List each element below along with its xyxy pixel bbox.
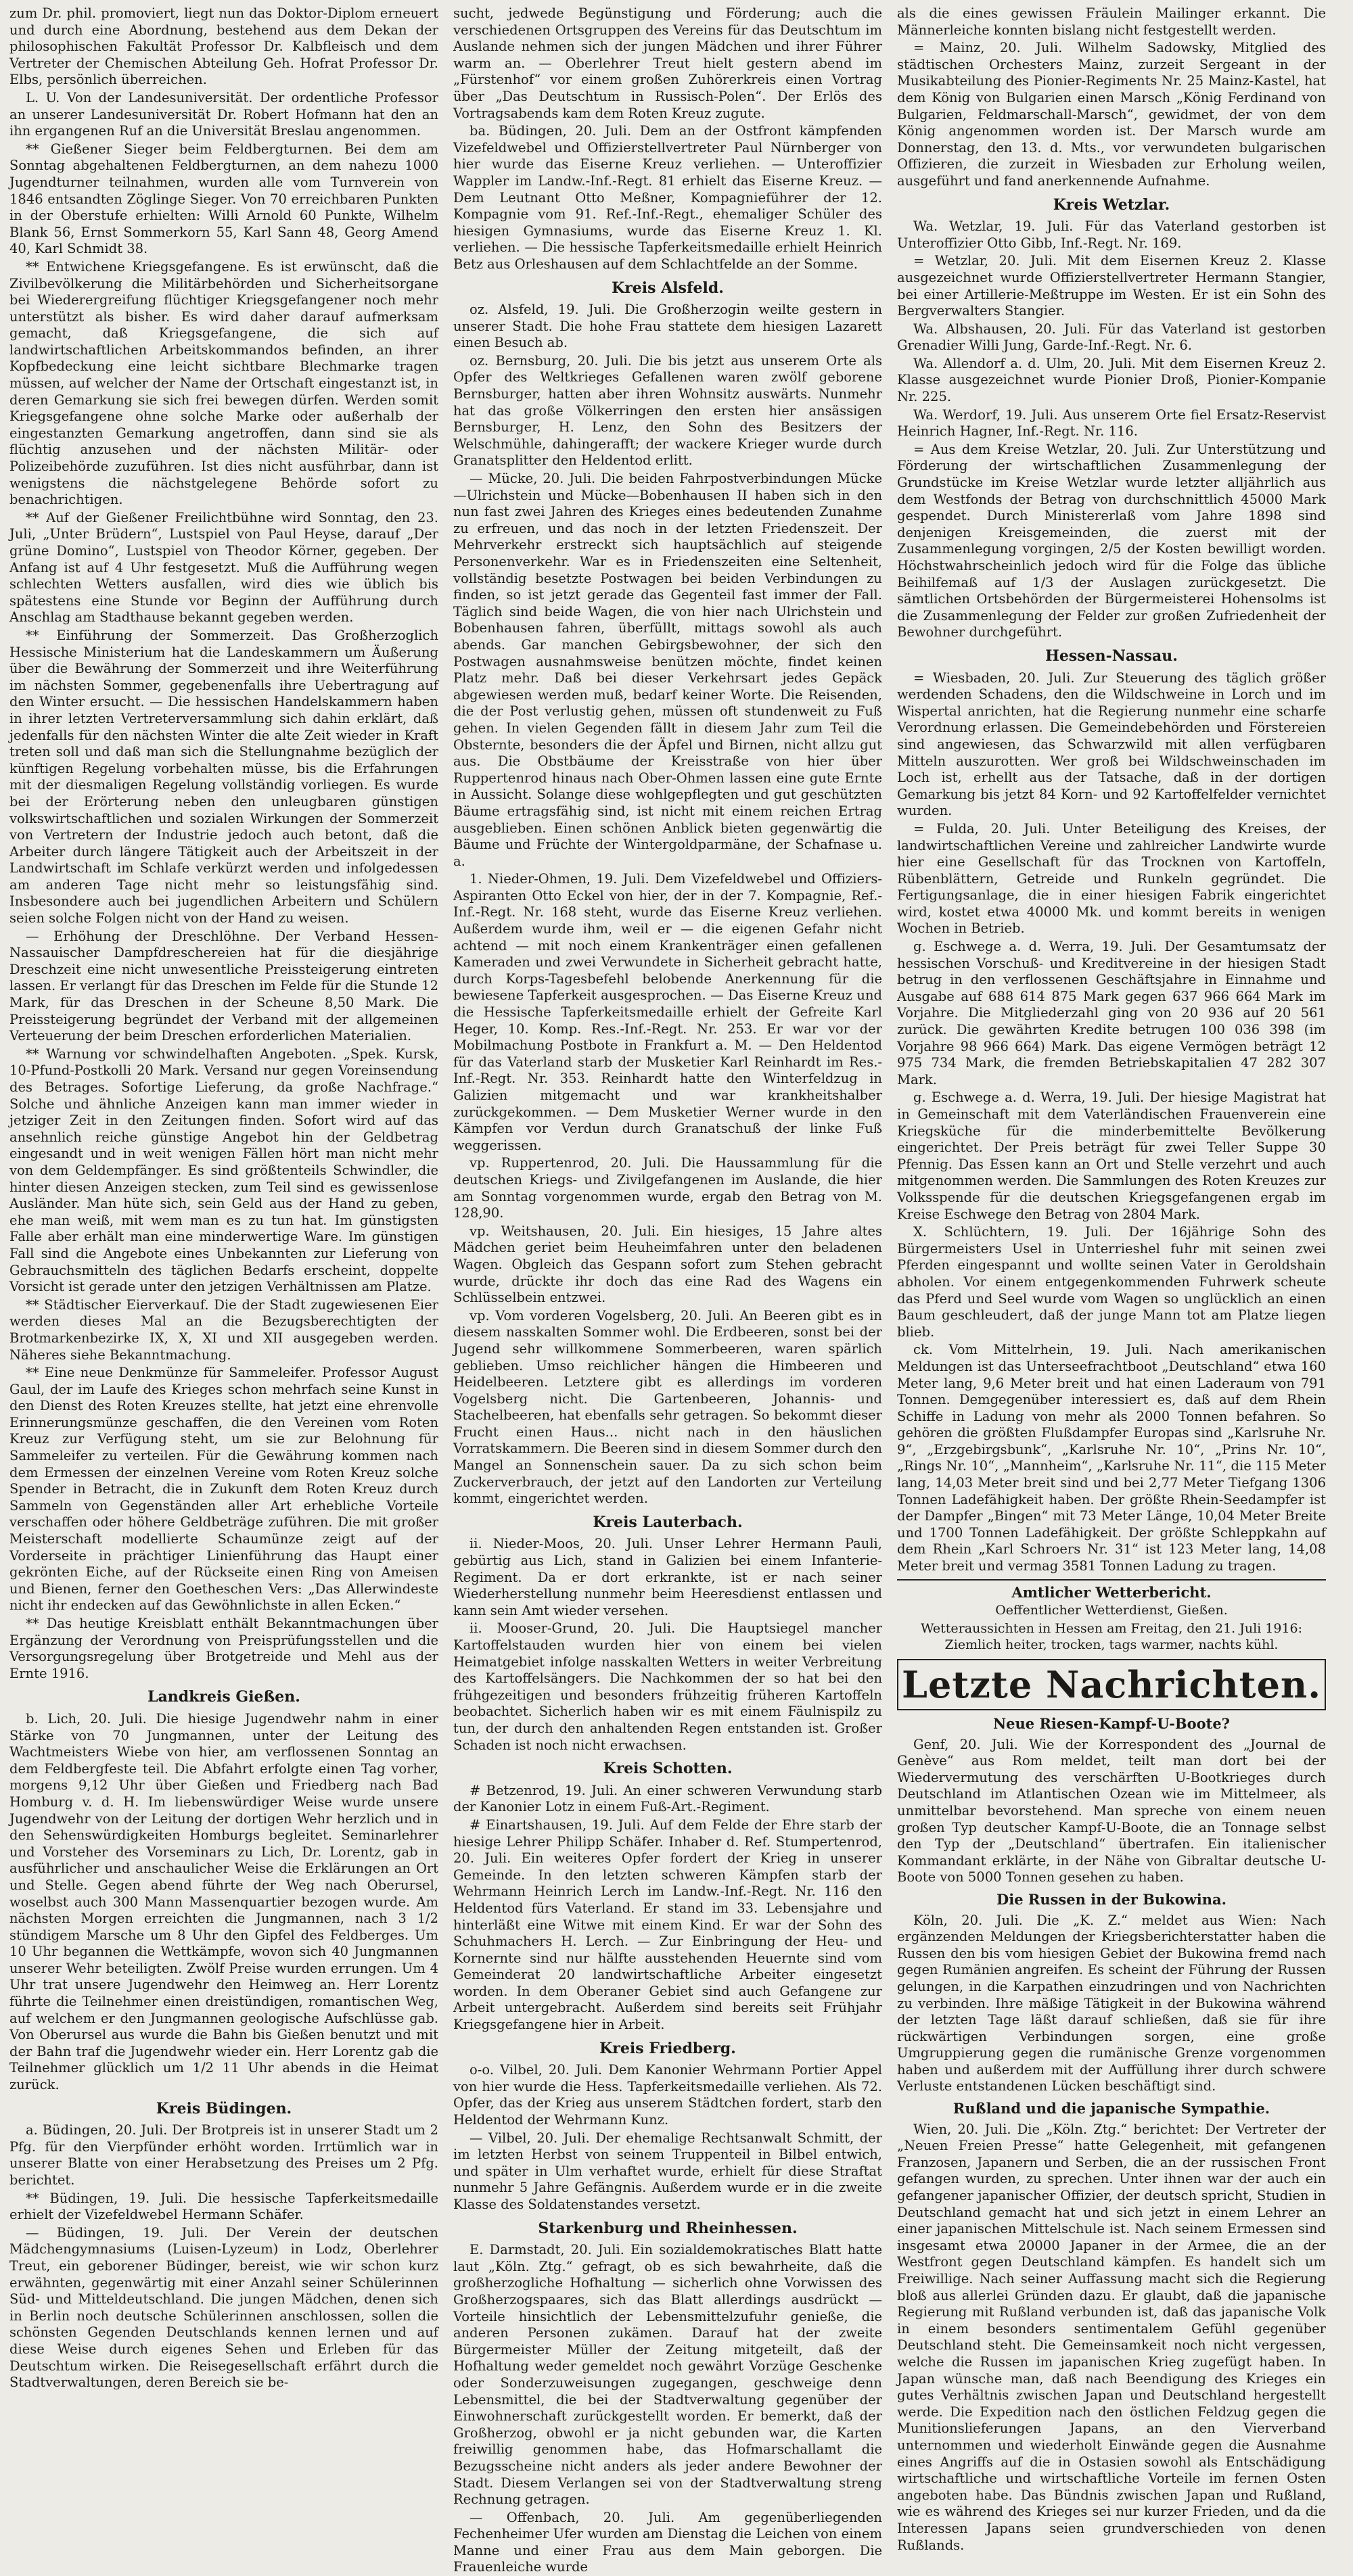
article-paragraph: = Wiesbaden, 20. Juli. Zur Steuerung des täglich größer werdenden Schadens, den die Wildschweine in Lorch und im Wispertal anrichten, hat die Regierung nunmehr eine scharfe Verordnung erlassen. Die Gemeindebehörden und Förstereien sind angewiesen, das Schwarzwild mit allen verfügbaren Mitteln auszurotten. Wer groß bei Wildschweinschaden im Loch ist, erhellt aus der Tatsache, daß in der dortigen Gemarkung bis jetzt 84 Korn- und 92 Kartoffelfelder vernichtet wurden. — [897, 670, 1326, 819]
article-paragraph: — Mücke, 20. Juli. Die beiden Fahrpostverbindungen Mücke—Ulrichstein und Mücke—Bobenhausen II haben sich in den nun fast zwei Jahren des Krieges eines bedeutenden Zunahme zu erfreuen, und das noch in der letzten Friedenszeit. Der Mehrverkehr erstreckt sich hauptsächlich auf steigende Personenverkehr. War es in Friedenszeiten eine Seltenheit, vollständig besetzte Postwagen bei beiden Verbindungen zu finden, so ist jetzt gerade das Gegenteil fast immer der Fall. Täglich sind beide Wagen, die von hier nach Ulrichstein und Bobenhausen fahren, überfüllt, mittags sowohl als auch abends. Gar manchen Gebirgsbewohner, der sich den Postwagen ausnahmsweise benützen möchte, findet keinen Platz mehr. Daß bei dieser Verkehrsart jedes Gepäck abgewiesen werden muß, bedarf keiner Worte. Die Reisenden, die der Post verlustig gehen, müssen oft stundenweit zu Fuß gehen. In vielen Gegenden fällt in diesem Jahr zum Teil die Obsternte, besonders die der Äpfel und Birnen, nicht allzu gut aus. Die Obstbäume der Kreisstraße von hier über Ruppertenrod hinaus nach Ober-Ohmen lassen eine gute Ernte in Aussicht. Solange diese wohlgepflegten und gut geschützten Bäume ertragsfähig sind, ist nicht mit einem reichen Ertrag ausgeblieben. Einen schönen Anblick bieten gegenwärtig die Bäume und Früchte der Wintergoldparmäne, der Schafnase u. a. — [453, 471, 882, 869]
section-heading: Hessen-Nassau. — [1045, 647, 1178, 665]
article-paragraph: oz. Bernsburg, 20. Juli. Die bis jetzt aus unserem Orte als Opfer des Weltkrieges Gefallenen waren zwölf geborene Bernsburger, hatten aber ihren Wohnsitz auswärts. Nunmehr hat das große Völkerringen den ersten hier ansässigen Bernsburger, H. Lenz, den Sohn des Besitzers der Welschmühle, dahingerafft; der wackere Krieger wurde durch Granatsplitter den Heldentod erlitt. — [453, 352, 882, 469]
article-paragraph: ** Das heutige Kreisblatt enthält Bekanntmachungen über Ergänzung der Verordnung von Preisprüfungsstellen und die Versorgungsregelung über Brotgetreide und Mehl aus der Ernte 1916. — [9, 1616, 438, 1681]
article-paragraph: = Mainz, 20. Juli. Wilhelm Sadowsky, Mitglied des städtischen Orchesters Mainz, zurzeit Sergeant in der Musikabteilung des Pionier-Regiments Nr. 25 Mainz-Kastel, hat dem König von Bulgarien einen Marsch „König Ferdinand von Bulgarien, Feldmarschall-Marsch“, gewidmet, der von dem König angenommen worden ist. Der Marsch wurde am Donnerstag, den 13. d. Mts., vor verwundeten bulgarischen Offizieren, die zurzeit in Wiesbaden zur Erholung weilen, ausgeführt und fand anerkennende Aufnahme. — [897, 40, 1326, 189]
article-paragraph: ba. Büdingen, 20. Juli. Dem an der Ostfront kämpfenden Vizefeldwebel und Offizierstellvertreter Paul Nürnberger von hier wurde das Eiserne Kreuz verliehen. — Unteroffizier Wappler im Landw.-Inf.-Regt. 81 erhielt das Eiserne Kreuz. — Dem Leutnant Otto Meßner, Kompagnieführer der 12. Kompagnie vom 91. Ref.-Inf.-Regt., ehemaliger Schüler des hiesigen Gymnasiums, wurde das Eiserne Kreuz 1. Kl. verliehen. — Die hessische Tapferkeitsmedaille erhielt Heinrich Betz aus Orleshausen auf dem Schlachtfelde an der Somme. — [453, 123, 882, 272]
section-heading: Kreis Alsfeld. — [612, 279, 724, 297]
article-paragraph: o-o. Vilbel, 20. Juli. Dem Kanonier Wehrmann Portier Appel von hier wurde die Hess. Tapferkeitsmedaille verliehen. Als 72. Opfer, das der Krieg aus unserem Städtchen fordert, starb den Heldentod der Wehrmann Kunz. — [453, 2062, 882, 2128]
latest-news-headline: Letzte Nachrichten. — [897, 1659, 1326, 1710]
article-paragraph: ii. Mooser-Grund, 20. Juli. Die Hauptsiegel mancher Kartoffelstauden wurden hier von einem bei vielen Heimatgebiet infolge nasskalten Wetters in weiter Verbreitung des Kartoffelsängers. Die Nachkommen der so hat bei den frühgezeitigen und besonders frühzeitig früheren Kartoffeln beobachtet. Sicherlich haben wir es mit einem Fäulnispilz zu tun, der durch den anhaltenden Regen entstanden ist. Großer Schaden ist noch nicht erwachsen. — [453, 1620, 882, 1753]
article-paragraph: als die eines gewissen Fräulein Mailinger erkannt. Die Männerleiche konnten bislang nicht festgestellt werden. — [897, 5, 1326, 38]
article-paragraph: ** Einführung der Sommerzeit. Das Großherzoglich Hessische Ministerium hat die Landeskammern um Äußerung über die Bewährung der Sommerzeit und ihre Weiterführung im nächsten Sommer, gegebenenfalls ihre Uebertragung auf den Winter ersucht. — Die hessischen Handelskammern haben in ihrer letzten Vertreterversammlung sich dahin erklärt, daß jedenfalls für den nächsten Winter die alte Zeit wieder in Kraft treten soll und daß man sich die Stellungnahme bezüglich der künftigen Regelung vorbehalten müsse, bis die Erfahrungen mit der diesmaligen Regelung vollständig vorliegen. Es wurde bei der Erörterung neben den unleugbaren günstigen volkswirtschaftlichen und sozialen Wirkungen der Sommerzeit von Vertretern der Industrie jedoch auch betont, daß die Arbeiter durch längere Tätigkeit auch der Arbeitszeit in der Landwirtschaft im Schlafe verkürzt werden und infolgedessen am anderen Tage nicht mehr so leistungsfähig sind. Insbesondere auch bei jugendlichen Arbeitern und Schülern seien solche Folgen nicht von der Hand zu weisen. — [9, 627, 438, 927]
article-paragraph: ** Auf der Gießener Freilichtbühne wird Sonntag, den 23. Juli, „Unter Brüdern“, Lustspiel von Paul Heyse, darauf „Der grüne Domino“, Lustspiel von Theodor Körner, gegeben. Der Anfang ist auf 4 Uhr festgesetzt. Muß die Aufführung wegen schlechten Wetters ausfallen, wird dies wie üblich bis spätestens eine Stunde vor Beginn der Aufführung durch Anschlag am Stadthause bekannt gegeben werden. — [9, 509, 438, 626]
article-paragraph: — Offenbach, 20. Juli. Am gegenüberliegenden Fechenheimer Ufer wurden am Dienstag die Leichen von einem Manne und einer Frau aus dem Main geborgen. Die Frauenleiche wurde — [453, 2509, 882, 2575]
column-2 — [453, 5, 882, 2575]
article-paragraph: # Betzenrod, 19. Juli. An einer schweren Verwundung starb der Kanonier Lotz in einem Fuß-Art.-Regiment. — [453, 1782, 882, 1815]
article-paragraph: oz. Alsfeld, 19. Juli. Die Großherzogin weilte gestern in unserer Stadt. Die hohe Frau stattete dem hiesigen Lazarett einen Besuch ab. — [453, 302, 882, 351]
weather-report — [897, 1579, 1326, 1654]
article-paragraph: vp. Vom vorderen Vogelsberg, 20. Juli. An Beeren gibt es in diesem nasskalten Sommer wohl. Die Erdbeeren, sonst bei der Jugend sehr willkommene Sommerbeeren, waren spärlich geblieben. Umso reichlicher hängen die Himbeeren und Heidelbeeren. Letztere gibt es allerdings im vorderen Vogelsberg nicht. Die Gartenbeeren, Johannis- und Stachelbeeren, hat ebenfalls sehr getragen. So bekommt dieser Frucht einen Haus... nicht nach in den häuslichen Vorratskammern. Die Beeren sind in diesem Sommer durch den Mangel an Sonnenschein sauer. Da zu sich schon beim Zuckerverbrauch, der jetzt auf den Landorten zur Verteilung kommt, eingerichtet werden. — [453, 1307, 882, 1507]
article-paragraph: L. U. Von der Landesuniversität. Der ordentliche Professor an unserer Landesuniversität Dr. Robert Hofmann hat den an ihn ergangenen Ruf an die Universität Breslau angenommen. — [9, 89, 438, 139]
article-paragraph: ck. Vom Mittelrhein, 19. Juli. Nach amerikanischen Meldungen ist das Unterseefrachtboot „Deutschland“ etwa 160 Meter lang, 9,6 Meter breit und hat einen Laderaum von 791 Tonnen. Demgegenüber interessiert es, daß auf dem Rhein Schiffe in Ladung von mehr als 2000 Tonnen befahren. So gehören die größten Flußdampfer Europas sind „Karlsruhe Nr. 9“, „Erzgebirgsbunk“, „Karlsruhe Nr. 10“, „Prins Nr. 10“, „Rings Nr. 10“, „Mannheim“, „Karlsruhe Nr. 11“, die 115 Meter lang, 14,03 Meter breit sind und bei 2,77 Meter Tiefgang 1306 Tonnen Ladefähigkeit haben. Der größte Rhein-Seedampfer ist der Dampfer „Bingen“ mit 73 Meter Länge, 10,04 Meter Breite und 1700 Tonnen Ladefähigkeit. Der größte Schleppkahn auf dem Rhein „Karl Schroers Nr. 31“ ist 123 Meter lang, 14,08 Meter breit und vermag 3581 Tonnen Ladung zu tragen. — [897, 1342, 1326, 1574]
section-heading: Kreis Lauterbach. — [593, 1513, 743, 1531]
divider — [897, 1579, 1326, 1580]
section-heading: Kreis Wetzlar. — [1053, 195, 1170, 214]
article-paragraph: Wa. Allendorf a. d. Ulm, 20. Juli. Mit dem Eisernen Kreuz 2. Klasse ausgezeichnet wurde Pionier Droß, Pionier-Kompanie Nr. 225. — [897, 355, 1326, 405]
article-paragraph: zum Dr. phil. promoviert, liegt nun das Doktor-Diplom erneuert und durch eine Abordnung, bestehend aus dem Dekan der philosophischen Fakultät Professor Dr. Kalbfleisch und dem Vertreter der Chemischen Abteilung Geh. Hofrat Professor Dr. Elbs, persönlich überreichen. — [9, 5, 438, 88]
article-paragraph: ii. Nieder-Moos, 20. Juli. Unser Lehrer Hermann Pauli, gebürtig aus Lich, stand in Galizien bei einem Infanterie-Regiment. Da er dort erkrankte, ist er nach seiner Wiederherstellung nunmehr beim Heeresdienst entlassen und kann sein Amt wieder versehen. — [453, 1536, 882, 1618]
article-paragraph: a. Büdingen, 20. Juli. Der Brotpreis ist in unserer Stadt um 2 Pfg. für den Vierpfünder erhöht worden. Irrtümlich war in unserer Blatte von einer Herabsetzung des Preises um 2 Pfg. berichtet. — [9, 2122, 438, 2188]
column-3 — [897, 5, 1326, 2553]
section-heading: Starkenburg und Rheinhessen. — [538, 2219, 798, 2237]
weather-text: Wetteraussichten in Hessen am Freitag, den 21. Juli 1916: Ziemlich heiter, trocken, tags warmer, nachts kühl. — [920, 1620, 1303, 1653]
article-paragraph: # Einartshausen, 19. Juli. Auf dem Felde der Ehre starb der hiesige Lehrer Philipp Schäfer. Inhaber d. Ref. Stumpertenrod, 20. Juli. Ein weiteres Opfer fordert der Krieg in unserer Gemeinde. In den letzten schweren Kämpfen starb der Wehrmann Heinrich Lerch im Landw.-Inf.-Regt. Nr. 116 den Heldentod fürs Vaterland. Er stand im 33. Lebensjahre und hinterläßt eine Witwe mit einem Kind. Er war der Sohn des Schuhmachers H. Lerch. — Zur Einbringung der Heu- und Kornernte sind nur hälfte ausstehenden Heuernte sind vom Gemeinderat 20 landwirtschaftliche Arbeiter eingesetzt worden. In dem Oberaner Gebiet sind auch Gefangene zur Arbeit untergebracht. Außerdem sind bereits seit Frühjahr Kriegsgefangene hier in Arbeit. — [453, 1817, 882, 2033]
article-paragraph: = Wetzlar, 20. Juli. Mit dem Eisernen Kreuz 2. Klasse ausgezeichnet wurde Offizierstellvertreter Hermann Stangier, bei einer Artillerie-Meßtruppe im Westen. Er ist ein Sohn des Bergverwalters Stangier. — [897, 253, 1326, 319]
article-paragraph: ** Entwichene Kriegsgefangene. Es ist erwünscht, daß die Zivilbevölkerung die Militärbehörden und Sicherheitsorgane bei Wiederergreifung flüchtiger Kriegsgefangener noch mehr unterstützt als bisher. Es wird daher darauf aufmerksam gemacht, daß Kriegsgefangene, die sich auf landwirtschaftlichen Arbeitskommandos befinden, an ihrer Kopfbedeckung eine leicht sichtbare Blechmarke tragen müssen, auf welcher der Name der Ortschaft eingestanzt ist, in deren Gemarkung sie sich frei bewegen dürfen. Werden somit Kriegsgefangene ohne solche Marke oder außerhalb der eingestanzten Gemarkung angetroffen, dann sind sie als flüchtig anzusehen und der nächsten Militär- oder Polizeibehörde zuzuführen. Ist dies nicht ausführbar, dann ist wenigstens die nächstgelegene Behörde sofort zu benachrichtigen. — [9, 258, 438, 508]
article-paragraph: ** Gießener Sieger beim Feldbergturnen. Bei dem am Sonntag abgehaltenen Feldbergturnen, an dem nahezu 1000 Jugendturner teilnahmen, wurden alle vom Turnverein von 1846 entsandten Zöglinge Sieger. Von 70 erreichbaren Punkten in der Oberstufe erhielten: Willi Arnold 60 Punkte, Wilhelm Blank 56, Ernst Sommerkorn 55, Karl Sann 48, Georg Amend 40, Karl Schmidt 38. — [9, 141, 438, 257]
news-subheading: Die Russen in der Bukowina. — [996, 1890, 1226, 1908]
article-paragraph: — Erhöhung der Dreschlöhne. Der Verband Hessen-Nassauischer Dampfdreschereien hat für die diesjährige Dreschzeit eine nicht unwesentliche Preissteigerung eintreten lassen. Er verlangt für das Dreschen im Felde für die Stunde 12 Mark, für das Dreschen in der Scheune 8,50 Mark. Die Preissteigerung begründet der Verband mit der allgemeinen Verteuerung der beim Dreschen erforderlichen Materialien. — [9, 928, 438, 1044]
columns — [9, 5, 1344, 2575]
article-paragraph: = Aus dem Kreise Wetzlar, 20. Juli. Zur Unterstützung und Förderung der wirtschaftlichen Zusammenlegung der Grundstücke im Kreise Wetzlar wurde letzter alljährlich aus dem Westfonds der Betrag von durchschnittlich 45000 Mark gespendet. Durch Ministererlaß vom Jahre 1898 sind denjenigen Kreisgemeinden, die zuerst mit der Zusammenlegung vorgingen, 2/5 der Kosten bewilligt worden. Höchstwahrscheinlich jedoch wird für die Folge das übliche Beihilfemaß auf 1/3 der Auslagen zurückgesetzt. Die sämtlichen Ortsbehörden der Bürgermeisterei Hohensolms ist die Zusammenlegung der Felder zur großen Zufriedenheit der Bewohner durchgeführt. — [897, 441, 1326, 640]
article-paragraph: 1. Nieder-Ohmen, 19. Juli. Dem Vizefeldwebel und Offiziers-Aspiranten Otto Eckel von hier, der in der 7. Kompagnie, Ref.-Inf.-Regt. Nr. 168 steht, wurde das Eiserne Kreuz verliehen. Außerdem wurde ihm, weil er — die eigenen Gefahr nicht achtend — mit noch einem Krankenträger einen gefallenen Kameraden und zwei Verwundete in Sicherheit gebracht hatte, durch Korps-Tagesbefehl belobende Anerkennung für die bewiesene Tapferkeit ausgesprochen. — Das Eiserne Kreuz und die Hessische Tapferkeitsmedaille erhielt der Gefreite Karl Heger, 10. Komp. Res.-Inf.-Regt. Nr. 253. Er war vor der Mobilmachung Postbote in Frankfurt a. M. — Den Heldentod für das Vaterland starb der Musketier Karl Reinhardt im Res.-Inf.-Regt. Nr. 353. Reinhardt hatte den Winterfeldzug in Galizien mitgemacht und war krankheitshalber zurückgekommen. — Dem Musketier Werner wurde in den Kämpfen vor Verdun durch Granatschuß der linke Fuß weggerissen. — [453, 871, 882, 1153]
article-paragraph: Genf, 20. Juli. Wie der Korrespondent des „Journal de Genève“ aus Rom meldet, teilt man dort bei der Wiedervermutung des verschärften U-Bootkrieges durch Deutschland im Atlantischen Ozean wie im Mittelmeer, als unmittelbar bevorstehend. Man spreche von einem neuen großen Typ deutscher Kampf-U-Boote, die an Tonnage selbst den Typ der „Deutschland“ übertrafen. Ein italienischer Kommandant erklärte, in der Nähe von Gibraltar deutsche U-Boote von 5000 Tonnen gesehen zu haben. — [897, 1736, 1326, 1886]
article-paragraph: vp. Ruppertenrod, 20. Juli. Die Haussammlung für die deutschen Kriegs- und Zivilgefangenen im Auslande, die hier am Sonntag vorgenommen wurde, ergab den Betrag von M. 128,90. — [453, 1155, 882, 1221]
article-paragraph: — Büdingen, 19. Juli. Der Verein der deutschen Mädchengymnasiums (Luisen-Lyzeum) in Lodz, Oberlehrer Treut, ein geborener Büdinger, bereist, wie wir schon kurz erwähnten, gegenwärtig mit einer Anzahl seiner Schülerinnen Süd- und Mitteldeutschland. Die jungen Mädchen, denen sich in Berlin noch deutsche Schülerinnen anschlossen, sollen die schönsten Gegenden Deutschlands kennen lernen und auf diese Weise durch eigenes Sehen und Erleben für das Deutschtum wirken. Die Reisegesellschaft erfährt durch die Stadtverwaltungen, deren Bereich sie be- — [9, 2224, 438, 2391]
section-heading: Kreis Büdingen. — [156, 2099, 292, 2117]
article-paragraph: Köln, 20. Juli. Die „K. Z.“ meldet aus Wien: Nach ergänzenden Meldungen der Kriegsberichterstatter haben die Russen den bis vom hiesigen Gebiet der Bukowina fremd nach gegen Rumänien angreifen. Es scheint der Führung der Russen gelungen, in die Karpathen einzudringen und von Nachrichten zu verbinden. Ihre mäßige Tätigkeit in der Bukowina während der letzten Tage läßt darauf schließen, daß sie für ihre rückwärtigen Verbindungen sorgen, eine große Umgruppierung gegen die rumänische Grenze vorgenommen haben und außerdem mit der Auffüllung ihrer durch schwere Verluste entstandenen Lücken beschäftigt sind. — [897, 1912, 1326, 2094]
article-paragraph: ** Städtischer Eierverkauf. Die der Stadt zugewiesenen Eier werden dieses Mal an die Bezugsberechtigten der Brotmarkenbezirke IX, X, XI und XII ausgegeben werden. Näheres siehe Bekanntmachung. — [9, 1296, 438, 1363]
column-1 — [9, 5, 438, 2391]
article-paragraph: vp. Weitshausen, 20. Juli. Ein hiesiges, 15 Jahre altes Mädchen geriet beim Heuheimfahren unter den beladenen Wagen. Obgleich das Gespann sofort zum Stehen gebracht wurde, drückte ihr doch das eine Rad des Wagens ein Schlüsselbein entzwei. — [453, 1223, 882, 1306]
weather-title: Amtlicher Wetterbericht. — [1011, 1583, 1212, 1601]
article-paragraph: Wa. Albshausen, 20. Juli. Für das Vaterland ist gestorben Grenadier Willi Jung, Garde-Inf.-Regt. Nr. 6. — [897, 321, 1326, 354]
section-heading: Kreis Friedberg. — [599, 2039, 736, 2057]
article-paragraph: b. Lich, 20. Juli. Die hiesige Jugendwehr nahm in einer Stärke von 70 Jungmannen, unter der Leitung des Wachtmeisters Wiebe von hier, am verflossenen Sonntag an dem Feldbergfeste teil. Die Abfahrt erfolgte einen Tag vorher, morgens 9,12 Uhr über Gießen und Friedberg nach Bad Homburg v. d. H. Im liebenswürdiger Weise wurde unsere Jugendwehr von der Leitung der dortigen Wehr herzlich und in den Sehenswürdigkeiten Homburgs begleitet. Seminarlehrer und Vorsteher des Vorseminars zu Lich, Dr. Lorentz, gab in ausführlicher und anschaulicher Weise die Erklärungen an Ort und Stelle. Gegen abend führte der Weg nach Oberursel, woselbst auch 300 Mann Massenquartier bezogen wurde. Am nächsten Morgen erreichten die Jungmannen, nach 3 1/2 stündigem Marsche um 8 Uhr den Gipfel des Feldberges. Um 10 Uhr begannen die Wettkämpfe, wovon sich 40 Jungmannen unserer Wehr beteiligten. Zwölf Preise wurden errungen. Um 4 Uhr trat unsere Jugendwehr den Heimweg an. Herr Lorentz führte die Teilnehmer einen dreistündigen, romantischen Weg, auf welchem er den Jungmannen geologische Aufschlüsse gab. Von Oberursel aus wurde die Bahn bis Gießen benutzt und mit der Bahn traf die Jugendwehr wieder ein. Herr Lorentz gab die Teilnehmer glücklich um 1/2 11 Uhr abends in die Heimat zurück. — [9, 1710, 438, 2093]
article-paragraph: Wien, 20. Juli. Die „Köln. Ztg.“ berichtet: Der Vertreter der „Neuen Freien Presse“ hatte Gelegenheit, mit gefangenen Franzosen, Japanern und Serben, die an der russischen Front gefangen wurden, zu sprechen. Unter ihnen war der auch ein gefangener japanischer Offizier, der deutsch spricht, Studien in Deutschland gemacht hat und sich jetzt in einem Lehrer an einer japanischen Mittelschule ist. Nach seinem Ermessen sind insgesamt etwa 20000 Japaner in der Armee, die an der Westfront gegen Deutschland kämpfen. Es handelt sich um Freiwillige. Nach seiner Auffassung macht sich die Regierung bloß aus allerlei Gründen dazu. Er glaubt, daß die japanische Regierung mit Rußland verbunden ist, daß das japanische Volk in einem besonders sentimentalem Gefühl gegenüber Deutschland steht. Die Gemeinsamkeit noch nicht vergessen, welche die Russen im japanischen Krieg zugefügt haben. In Japan wünsche man, daß nach Beendigung des Krieges ein gutes Verhältnis zwischen Japan und Deutschland hergestellt werde. Die Expedition nach den östlichen Feldzug gegen die Munitionslieferungen Japans, an den Vierverband unternommen und wiederholt Einwände gegen die Ausnahme eines Angriffs auf die in Ostasien sowohl als Entschädigung wirtschaftliche und wirtschaftliche Vorteile im fernen Osten angeboten habe. Das Bündnis zwischen Japan und Rußland, wie es während des Krieges sei nur kurzer Frieden, und da die Interessen Japans seien grundverschieden von denen Rußlands. — [897, 2121, 1326, 2553]
article-paragraph: E. Darmstadt, 20. Juli. Ein sozialdemokratisches Blatt hatte laut „Köln. Ztg.“ gefragt, ob es sich bewahrheite, daß die großherzogliche Hofhaltung — sicherlich ohne Vorwissen des Großherzogspaares, sich das Blatt allerdings ausdrückt — Vorteile hinsichtlich der Lebensmittelzufuhr genieße, die anderen Personen zukämen. Darauf hat der zweite Bürgermeister Müller der Zeitung mitgeteilt, daß der Hofhaltung weder gemeldet noch gewährt Vorzüge Geschenke oder Sonderzuweisungen zugegangen, geschweige denn Lebensmittel, die bei der Stadtverwaltung gegenüber der Einwohnerschaft zurückgestellt worden. Er bemerkt, daß der Großherzog, obwohl er ja nicht gebunden war, die Karten freiwillig genommen habe, das Hofmarschallamt die Bezugsscheine nicht anders als jeder andere Bewohner der Stadt. Diesem Verlangen sei von der Stadtverwaltung streng Rechnung getragen. — [453, 2242, 882, 2508]
news-subheading: Neue Riesen-Kampf-U-Boote? — [992, 1715, 1230, 1732]
article-paragraph: X. Schlüchtern, 19. Juli. Der 16jährige Sohn des Bürgermeisters Usel in Unterrieshel fuhr mit seinen zwei Pferden eingespannt und wollte seinen Vater in Geroldshain abholen. Vor einem entgegenkommenden Fuhrwerk scheute das Pferd und Seel wurde vom Wagen so unglücklich an einen Baum geschleudert, daß der junge Mann tot am Platze liegen blieb. — [897, 1224, 1326, 1340]
news-subheading: Rußland und die japanische Sympathie. — [953, 2100, 1270, 2117]
section-heading: Landkreis Gießen. — [147, 1688, 300, 1706]
section-heading: Kreis Schotten. — [603, 1760, 733, 1778]
article-paragraph: ** Eine neue Denkmünze für Sammeleifer. Professor August Gaul, der im Laufe des Krieges schon mehrfach seine Kunst in den Dienst des Roten Kreuzes stellte, hat jetzt eine ehrenvolle Erinnerungsmünze geschaffen, die den Vereinen vom Roten Kreuz zur Verfügung steht, um sie zur Belohnung für Sammeleifer zu verteilen. Für die Gewährung kommen nach dem Ermessen der einzelnen Vereine vom Roten Kreuz solche Spender in Betracht, die in Zukunft dem Roten Kreuz durch Sammeln von Gegenständen aller Art erhebliche Vorteile verschaffen oder höhere Geldbeträge zuführen. Die mit großer Meisterschaft modellierte Schaumünze zeigt auf der Vorderseite in prächtiger Linienführung das Haupt einer gekrönten Eiche, auf der Rückseite einen Ring von Ameisen und Bienen, ferner den Goetheschen Vers: „Das Allerwindeste nicht ihr endecken auf das Gewöhnlichste in allen Ecken.“ — [9, 1365, 438, 1614]
article-paragraph: ** Büdingen, 19. Juli. Die hessische Tapferkeitsmedaille erhielt der Vizefeldwebel Hermann Schäfer. — [9, 2190, 438, 2223]
article-paragraph: sucht, jedwede Begünstigung und Förderung; auch die verschiedenen Ortsgruppen des Vereins für das Deutschtum im Auslande nehmen sich der jungen Mädchen und ihrer Führer warm an. — Oberlehrer Treut hielt gestern abend im „Fürstenhof“ vor einem großen Zuhörerkreis einen Vortrag über „Das Deutschtum in Russisch-Polen“. Der Erlös des Vortragsabends kam dem Roten Kreuz zugute. — [453, 5, 882, 121]
article-paragraph: g. Eschwege a. d. Werra, 19. Juli. Der hiesige Magistrat hat in Gemeinschaft mit dem Vaterländischen Frauenverein eine Kriegsküche für die minderbemittelte Bevölkerung eingerichtet. Der Preis beträgt für zwei Teller Suppe 30 Pfennig. Das Essen kann an Ort und Stelle verzehrt und auch mitgenommen werden. Die Sammlungen des Roten Kreuzes zur Volksspende für die deutschen Kriegsgefangenen ergab im Kreise Eschwege den Betrag von 2804 Mark. — [897, 1090, 1326, 1222]
article-paragraph: Wa. Wetzlar, 19. Juli. Für das Vaterland gestorben ist Unteroffizier Otto Gibb, Inf.-Regt. Nr. 169. — [897, 218, 1326, 251]
article-paragraph: — Vilbel, 20. Juli. Der ehemalige Rechtsanwalt Schmitt, der im letzten Herbst von seinem Truppenteil in Bilbel entwich, und später in Ulm verhaftet wurde, erhielt für diese Straftat nunmehr 5 Jahre Gefängnis. Außerdem wurde er in die zweite Klasse des Soldatenstandes versetzt. — [453, 2130, 882, 2212]
article-paragraph: Wa. Werdorf, 19. Juli. Aus unserem Orte fiel Ersatz-Reservist Heinrich Hagner, Inf.-Regt. Nr. 116. — [897, 406, 1326, 440]
article-paragraph: ** Warnung vor schwindelhaften Angeboten. „Spek. Kursk, 10-Pfund-Postkolli 20 Mark. Versand nur gegen Voreinsendung des Betrages. Sofortige Lieferung, da große Nachfrage.“ Solche und ähnliche Anzeigen kann man immer wieder in jetziger Zeit in den Zeitungen finden. Sofort wird auf das ansehnlich reiche günstige Angebot hin der Geldbetrag eingesandt und in weit wenigen Fällen hört man nicht mehr von dem Geldempfänger. Es sind größtenteils Schwindler, die hinter diesen Anzeigen stecken, zum Teil sind es gewissenlose Ausländer. Man hüte sich, sein Geld aus der Hand zu geben, ehe man weiß, mit wem man es zu tun hat. Im günstigsten Falle aber erhält man eine minderwertige Ware. Im günstigen Fall sind die Angebote eines Unbekannten zur Lieferung von Gebrauchsmitteln des täglichen Bedarfs erscheint, doppelte Vorsicht ist gerade unter den jetzigen Verhältnissen am Platze. — [9, 1046, 438, 1295]
article-paragraph: g. Eschwege a. d. Werra, 19. Juli. Der Gesamtumsatz der hessischen Vorschuß- und Kreditvereine in der hiesigen Stadt betrug in den verflossenen Geschäftsjahre in Einnahme und Ausgabe auf 688 614 875 Mark gegen 637 966 664 Mark im Vorjahre. Die Mitgliederzahl ging von 20 936 auf 20 561 zurück. Die gewährten Kredite betrugen 100 036 398 (im Vorjahre 98 966 664) Mark. Das eigene Vermögen beträgt 12 975 734 Mark, die fremden Betriebskapitalien 47 282 307 Mark. — [897, 939, 1326, 1087]
weather-subtitle: Oeffentlicher Wetterdienst, Gießen. — [995, 1603, 1228, 1618]
article-paragraph: = Fulda, 20. Juli. Unter Beteiligung des Kreises, der landwirtschaftlichen Vereine und zahlreicher Landwirte wurde hier eine Gesellschaft für das Trocknen von Kartoffeln, Rübenblättern, Getreide und Runkeln gegründet. Die Fertigungsanlage, die in einer hiesigen Fabrik eingerichtet wird, kostet etwa 40000 Mk. und kommt bereits in wenigen Wochen in Betrieb. — [897, 820, 1326, 937]
